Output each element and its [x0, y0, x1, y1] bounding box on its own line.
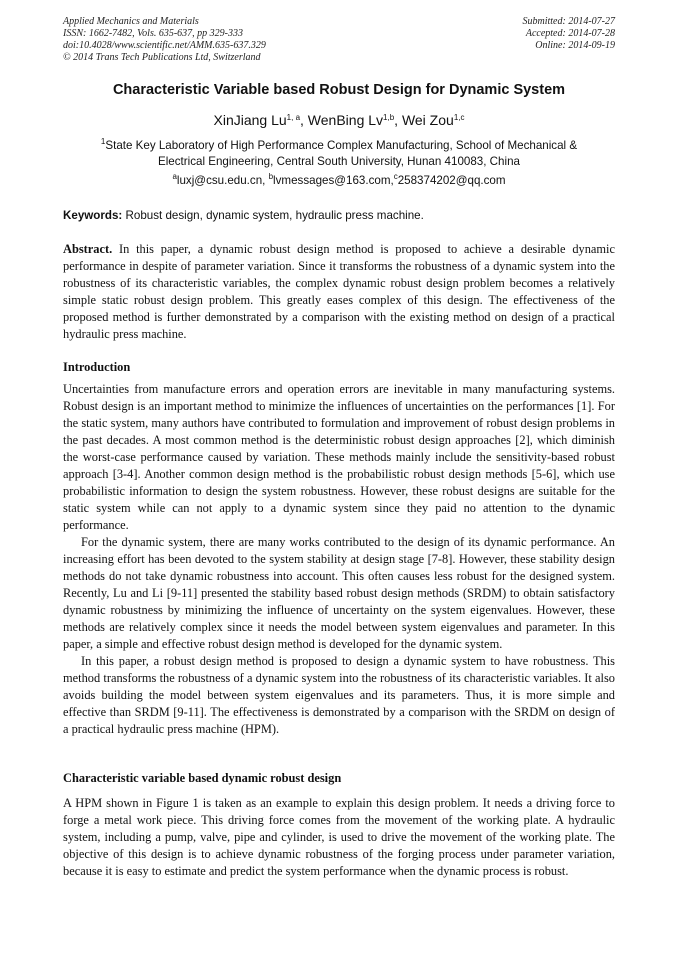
- email-mark: a: [172, 172, 177, 181]
- paper-title: Characteristic Variable based Robust Design for Dynamic System: [112, 82, 566, 98]
- author-separator: ,: [394, 112, 402, 128]
- author-affil-mark: 1,b: [383, 113, 395, 122]
- section-heading-introduction: Introduction: [63, 360, 131, 374]
- submitted-date: Submitted: 2014-07-27: [522, 16, 615, 27]
- abstract-text: In this paper, a dynamic robust design method is proposed to achieve a desirable dynamic performance in despite of parameter variation. Since it transforms the robustness of a dynamic system into the robustness of its characteristic variables, the complex dynamic robust design problem becomes a relatively simple static robust design problem. This greatly eases complex of this design. The effectiveness of the proposed method is further demonstrated by a comparison with the existing method on design of a practical hydraulic press machine.: [63, 242, 615, 341]
- issn-line: ISSN: 1662-7482, Vols. 635-637, pp 329-333: [63, 28, 243, 39]
- journal-name: Applied Mechanics and Materials: [63, 16, 199, 27]
- email-address: 258374202@qq.com: [397, 174, 506, 187]
- journal-header-right: [523, 16, 616, 52]
- section-heading-characteristic-variable: Characteristic variable based dynamic robust design: [63, 771, 342, 785]
- introduction-body: [63, 381, 615, 738]
- author-name: Wei Zou: [401, 112, 454, 128]
- affil-line-1: State Key Laboratory of High Performance Complex Manufacturing, School of Mechanical &: [105, 139, 578, 152]
- affil-mark: 1: [100, 137, 106, 146]
- paragraph: Uncertainties from manufacture errors and operation errors are inevitable in many manufacturing systems. Robust design is an important method to minimize the influences of uncertainties on the performances [1]. For the static system, many authors have contributed to formulation and improvement of robust design problems in the past decades. A most common method is the deterministic robust design approaches [2], which diminish the worst-case performance caused by variation. These methods mainly include the sensitivity-based robust approach [3-4]. Another common design method is the probabilistic robust design methods [5-6], which use probabilistic information to design the system robustness. However, these robust designs are suitable for the static system while can not apply to a dynamic system since they paid no attention to the dynamic performance.: [63, 382, 615, 532]
- email-mark: b: [268, 172, 274, 181]
- author-list: [0, 112, 678, 128]
- paragraph: In this paper, a robust design method is proposed to design a dynamic system to have robustness. This method transforms the robustness of a dynamic system into the robustness of its characteristic variables. It also avoids building the model between system eigenvalues and its parameters. Thus, it is more simple and effective than SRDM [9-11]. The effectiveness is demonstrated by a comparison with the SRDM on design of a practical hydraulic press machine (HPM).: [63, 654, 615, 736]
- affil-line-2: Electrical Engineering, Central South University, Hunan 410083, China: [158, 155, 520, 168]
- journal-header-left: [63, 16, 266, 64]
- author-name: XinJiang Lu: [213, 112, 287, 128]
- keywords-label: Keywords:: [63, 209, 123, 222]
- paragraph: A HPM shown in Figure 1 is taken as an example to explain this design problem. It needs a driving force to forge a metal work piece. This driving force comes from the movement of the working plate. A hydraulic system, including a pump, valve, pipe and cylinder, is used to drive the movement of the working plate. The objective of this design is to achieve dynamic robustness of the forging process under parameter variation, because it is easy to estimate and predict the system performance when the dynamic process is robust.: [63, 796, 615, 878]
- accepted-date: Accepted: 2014-07-28: [525, 28, 615, 39]
- email-list: [0, 174, 678, 187]
- paragraph: For the dynamic system, there are many works contributed to the design of its dynamic performance. An increasing effort has been devoted to the system stability at design stage [7-8]. However, these stability design methods do not take dynamic robustness into account. This often causes less robust for the designed system. Recently, Lu and Li [9-11] presented the stability based robust design methods (SRDM) to obtain satisfactory dynamic robustness by minimizing the influence of uncertainty on the system eigenvalues. However, these methods are relatively complex since it needs the model between system eigenvalues and parameter. In this paper, a simple and effective robust design method is developed for the dynamic system.: [63, 535, 615, 651]
- email-mark: c: [393, 172, 398, 181]
- doi-line: doi:10.4028/www.scientific.net/AMM.635-637.329: [63, 40, 266, 51]
- author-name: WenBing Lv: [307, 112, 384, 128]
- author-separator: ,: [300, 112, 308, 128]
- affiliation: [70, 138, 608, 170]
- abstract-label: Abstract.: [63, 242, 113, 256]
- email-address: luxj@csu.edu.cn,: [176, 174, 269, 187]
- email-address: lvmessages@163.com,: [273, 174, 394, 187]
- copyright-line: © 2014 Trans Tech Publications Ltd, Switzerland: [63, 52, 261, 63]
- section2-body: [63, 795, 615, 880]
- online-date: Online: 2014-09-19: [535, 40, 615, 51]
- keywords: [63, 209, 615, 222]
- abstract: [63, 241, 615, 343]
- keywords-text: Robust design, dynamic system, hydraulic press machine.: [122, 209, 424, 222]
- author-affil-mark: 1, a: [286, 113, 301, 122]
- author-affil-mark: 1,c: [453, 113, 465, 122]
